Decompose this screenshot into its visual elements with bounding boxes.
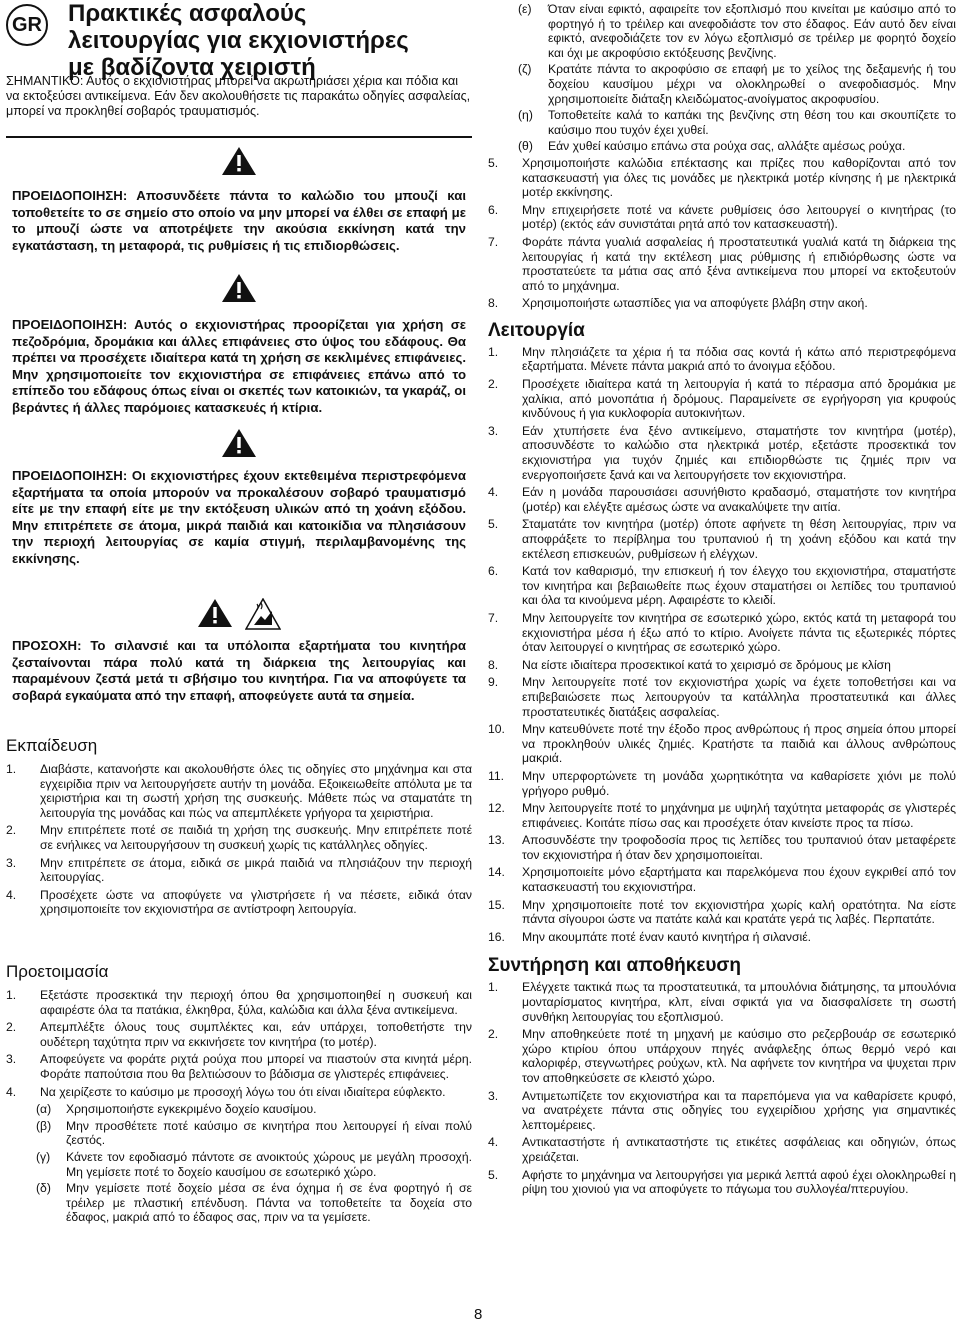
item-text: Κατά τον καθαρισμό, την επισκευή ή τον έλεγχο του εκχιονιστήρα, σταματήστε τον κινητήρα και βεβαιωθείτε πως έχουν σταματήσει οι λεπίδες του τρυπανιού και όλα τα κινούμενα μέρη. Αφαιρέστε το κλειδί. bbox=[522, 564, 956, 608]
list-item bbox=[488, 296, 956, 311]
item-text: Αντικαταστήστε ή αντικαταστήστε τις ετικέτες ασφάλειας και οδηγιών, όπως χρειάζεται. bbox=[522, 1135, 956, 1164]
list-item bbox=[488, 675, 956, 719]
item-number: 4. bbox=[488, 485, 499, 500]
operation-heading: Λειτουργία bbox=[488, 319, 585, 341]
item-text: Χρησιμοποιήστε καλώδια επέκτασης και πρίζες που καθορίζονται από τον κατασκευαστή για όλες τις μονάδες με ηλεκτρικά μοτέρ κίνησης ή με ηλεκτρικά μοτέρ εκκίνησης. bbox=[522, 155, 956, 200]
item-text: Μην λειτουργείτε τον κινητήρα σε εσωτερικό χώρο, εκτός κατά τη μεταφορά του εκχιονιστήρα μέσα ή έξω από το κτίριο. Ανοίγετε πάντα τις εξωτερικές πόρτες όταν λειτουργεί ο κινητήρας σε εσωτερικό χώρο. bbox=[522, 610, 956, 655]
list-item bbox=[6, 988, 472, 1017]
item-number: (γ) bbox=[36, 1149, 51, 1164]
item-text: Προσέχετε ιδιαίτερα κατά τη λειτουργία ή κατά το πέρασμα από δρομάκια με χαλίκια, από μονοπάτια ή δρόμους. Παραμείνετε σε εγρήγορση για κρυφούς κινδύνους ή για κυκλοφορία αυτοκινήτων. bbox=[522, 377, 956, 421]
item-text: Εάν η μονάδα παρουσιάσει ασυνήθιστο κραδασμό, σταματήστε τον κινητήρα (μοτέρ) και ελέγξτε αμέσως ώστε να ανακαλύψετε την αιτία. bbox=[522, 485, 956, 514]
item-text: Μην επιτρέπετε ποτέ σε παιδιά τη χρήση της συσκευής. Μην επιτρέπετε ποτέ σε ενήλικες να λειτουργήσουν τη συσκευή χωρίς τις κατάλληλες οδηγίες. bbox=[40, 823, 472, 852]
item-text: Φοράτε πάντα γυαλιά ασφαλείας ή προστατευτικά γυαλιά κατά τη διάρκεια της λειτουργίας ή κατά την εκτέλεση μιας ρύθμισης ή επιδιόρθωσης ώστε να προστατεύετε τα μάτια σας από ξένα αντικείμενα που μπορεί να εκτοξευτούν από το μηχάνημα. bbox=[522, 234, 956, 293]
list-item bbox=[488, 833, 956, 862]
item-text: Εάν χτυπήσετε ένα ξένο αντικείμενο, σταματήστε τον κινητήρα (μοτέρ), αποσυνδέστε το καλώδιο στα ηλεκτρικά μοτέρ, εξετάστε προσεκτικά τον εκχιονιστήρα για τυχόν ζημιές και επιδιορθώστε τις ζημιές πριν να ενεργοποιήσετε ξανά και να λειτουργήσετε τον εκχιονιστήρα. bbox=[522, 423, 956, 482]
item-text: Ελέγχετε τακτικά πως τα προστατευτικά, τα μπουλόνια διάτμησης, τα μπουλόνια μονταρίσματος κινητήρα, κλπ, είναι σφικτά για να διασφαλίσετε τη σωστή συνθήκη λειτουργίας του εξοπλισμού. bbox=[522, 980, 956, 1024]
list-item bbox=[488, 156, 956, 200]
training-section bbox=[6, 736, 472, 920]
language-badge: GR bbox=[6, 4, 48, 46]
list-item bbox=[488, 658, 956, 673]
list-item bbox=[6, 1119, 472, 1148]
item-number: 14. bbox=[488, 865, 505, 880]
item-text: Μην προσθέτετε ποτέ καύσιμο σε κινητήρα που λειτουργεί ή είναι πολύ ζεστός. bbox=[66, 1118, 472, 1148]
list-item bbox=[488, 108, 956, 137]
item-text: Αποσυνδέστε την τροφοδοσία προς τις λεπίδες του τρυπανιού όταν μεταφέρετε τον εκχιονιστήρα ή όταν δεν χρησιμοποιείται. bbox=[522, 833, 956, 862]
item-number: 5. bbox=[488, 1167, 499, 1182]
item-number: 5. bbox=[488, 155, 499, 170]
list-item bbox=[6, 1085, 472, 1100]
item-number: 9. bbox=[488, 675, 499, 690]
list-item bbox=[6, 856, 472, 885]
list-item bbox=[488, 898, 956, 927]
item-number: 6. bbox=[488, 202, 499, 217]
item-number: 3. bbox=[488, 1088, 499, 1103]
item-text: Μην επιχειρήσετε ποτέ να κάνετε ρυθμίσεις όσο λειτουργεί ο κινητήρας (το μοτέρ) (εκτός εάν συνιστάται ρητά από τον κατασκευαστή). bbox=[522, 202, 956, 232]
item-number: 7. bbox=[488, 610, 499, 625]
item-text: Μην λειτουργείτε ποτέ το μηχάνημα με υψηλή ταχύτητα μεταφοράς σε γλιστερές επιφάνειες. Κοιτάτε πίσω σας και προσέχετε όταν κινείστε προς τα πίσω. bbox=[522, 801, 956, 830]
intro-important: ΣΗΜΑΝΤΙΚΟ: Αυτός ο εκχιονιστήρας μπορεί να ακρωτηριάσει χέρια και πόδια και να εκτοξεύσει αντικείμενα. Εάν δεν ακολουθήσετε τις παρακάτω οδηγίες ασφαλείας, μπορεί να προκληθεί σοβαρός τραυματισμός. bbox=[6, 74, 471, 118]
warning-block-3 bbox=[6, 420, 472, 567]
item-text: Απεμπλέξτε όλους τους συμπλέκτες και, εάν υπάρχει, τοποθετήστε την ουδέτερη ταχύτητα πριν να εκκινήσετε τον κινητήρα (το μοτέρ). bbox=[40, 1020, 472, 1049]
item-number: 3. bbox=[6, 1052, 17, 1067]
preparation-list-cont bbox=[488, 156, 956, 311]
item-number: 11. bbox=[488, 768, 505, 783]
list-item bbox=[488, 2, 956, 60]
warning-text-1: ΠΡΟΕΙΔΟΠΟΙΗΣΗ: Αποσυνδέετε πάντα το καλώδιο του μπουζί και τοποθετείτε το σε σημείο στο οποίο να μην μπορεί να έλθει σε επαφή με το μπουζί ώστε να αποτρέψετε την ακούσια εκκίνηση κατά την εγκατάσταση, τη μεταφορά, τις ρυθμίσεις ή τις επιδιορθώσεις. bbox=[12, 188, 466, 253]
item-number: 2. bbox=[488, 377, 499, 392]
list-item bbox=[488, 485, 956, 514]
item-number: 1. bbox=[488, 344, 499, 359]
item-number: 2. bbox=[6, 823, 17, 838]
list-item bbox=[6, 888, 472, 917]
preparation-list bbox=[6, 988, 472, 1099]
list-item bbox=[488, 930, 956, 945]
list-item bbox=[6, 1052, 472, 1081]
item-text: Μην χρησιμοποιείτε ποτέ τον εκχιονιστήρα χωρίς καλή ορατότητα. Να είστε πάντα σίγουροι ώστε να πατάτε καλά και κρατάτε γερά τις λαβές. Περπατάτε. bbox=[522, 897, 956, 927]
item-number: 6. bbox=[488, 564, 499, 579]
list-item bbox=[488, 345, 956, 374]
item-number: 13. bbox=[488, 833, 505, 848]
list-item bbox=[488, 203, 956, 232]
item-text: Όταν είναι εφικτό, αφαιρείτε τον εξοπλισμό που κινείται με καύσιμο από το φορτηγό ή το τρέιλερ και ανεφοδιάστε τον στο έδαφος. Εάν αυτό δεν είναι εφικτό, ανεφοδιάζετε τον εν λόγω εξοπλισμό σε τρέιλερ με φορητό δοχείο και όχι με ακροφύσιο εκτόξευσης βενζίνης. bbox=[548, 2, 956, 60]
item-text: Εάν χυθεί καύσιμο επάνω στα ρούχα σας, αλλάξτε αμέσως ρούχα. bbox=[548, 139, 906, 154]
item-text: Μην λειτουργείτε ποτέ τον εκχιονιστήρα χωρίς να έχετε τοποθετήσει και να επιβεβαιώσετε πως λειτουργούν τα κατάλληλα προστατευτικά και άλλες προστατευτικές διατάξεις ασφαλείας. bbox=[522, 675, 956, 719]
warning-triangle-icon bbox=[221, 146, 257, 176]
item-text: Σταματάτε τον κινητήρα (μοτέρ) όποτε αφήνετε τη θέση λειτουργίας, πριν να αποφράξετε το περίβλημα του τρυπανιού ή τη χοάνη εξόδου και κατά την εκτέλεση επισκευών, ρυθμίσεων ή ελέγχων. bbox=[522, 517, 956, 561]
item-number: 3. bbox=[488, 423, 499, 438]
warning-text-3: ΠΡΟΕΙΔΟΠΟΙΗΣΗ: Οι εκχιονιστήρες έχουν εκτεθειμένα περιστρεφόμενα εξαρτήματα τα οποία μπορούν να προκαλέσουν σοβαρό τραυματισμό είτε με την επαφή είτε με την εκτόξευση υλικών από τη χοάνη εξόδου. Μην επιτρέπετε σε άτομα, μικρά παιδιά και κατοικίδια να πλησιάσουν την περιοχή λειτουργίας σε καμία στιγμή, περιλαμβανομένης της εκκίνησης. bbox=[12, 468, 466, 566]
caution-text: ΠΡΟΣΟΧΗ: Το σιλανσιέ και τα υπόλοιπα εξαρτήματα του κινητήρα ζεσταίνονται πάρα πολύ κατά τη διάρκεια της λειτουργίας και παραμένουν ζεστά μετά τι σβήσιμο του κινητήρα. Για να αποφύγετε τα σοβαρά εγκαύματα από την επαφή, αποφεύγετε αυτά τα σημεία. bbox=[12, 638, 466, 703]
fuel-sublist bbox=[488, 2, 956, 154]
item-text: Μην γεμίσετε ποτέ δοχείο μέσα σε ένα όχημα ή σε ένα φορτηγό ή σε τρέιλερ με πλαστική επένδυση. Πάντα να τοποθετείτε τα δοχεία στο έδαφος, μακριά από το έδαφος σας, πριν να τα γεμίσετε. bbox=[66, 1181, 472, 1225]
item-number: 7. bbox=[488, 234, 499, 249]
item-text: Κρατάτε πάντα το ακροφύσιο σε επαφή με το χείλος της δεξαμενής ή του δοχείου καυσίμου μέχρι να ολοκληρωθεί ο ανεφοδιασμός. Μην χρησιμοποιείτε διάταξη κλειδώματος-ανοίγματος ακροφυσίου. bbox=[548, 62, 956, 106]
item-number: 8. bbox=[488, 657, 499, 672]
hot-surface-icon bbox=[245, 598, 281, 630]
warning-block-2 bbox=[6, 265, 472, 416]
right-column bbox=[488, 0, 956, 1200]
preparation-section bbox=[6, 962, 472, 1227]
list-item bbox=[488, 611, 956, 655]
item-number: (δ) bbox=[36, 1181, 51, 1196]
list-item bbox=[6, 1181, 472, 1225]
list-item bbox=[488, 980, 956, 1024]
page-title: Πρακτικές ασφαλούς λειτουργίας για εκχιονιστήρες με βαδίζοντα χειριστή bbox=[68, 0, 409, 81]
list-item bbox=[488, 1027, 956, 1085]
item-number: (θ) bbox=[518, 139, 533, 154]
item-text: Χρησιμοποιήστε ωτασπίδες για να αποφύγετε βλάβη στην ακοή. bbox=[522, 296, 868, 311]
item-text: Χρησιμοποιήστε εγκεκριμένο δοχείο καυσίμου. bbox=[66, 1102, 317, 1117]
item-text: Τοποθετείτε καλά το καπάκι της βενζίνης στη θέση του και σκουπίζετε το καύσιμο που τυχόν έχει χυθεί. bbox=[548, 108, 956, 137]
preparation-sublist bbox=[6, 1102, 472, 1225]
list-item bbox=[488, 1168, 956, 1197]
item-number: 4. bbox=[488, 1135, 499, 1150]
caution-block bbox=[6, 594, 472, 704]
item-number: 8. bbox=[488, 296, 499, 311]
item-text: Χρησιμοποιείτε μόνο εξαρτήματα και παρελκόμενα που έχουν εγκριθεί από τον κατασκευαστή του εκχιονιστήρα. bbox=[522, 865, 956, 895]
item-number: 4. bbox=[6, 887, 17, 902]
warning-triangle-icon bbox=[221, 428, 257, 458]
item-number: 2. bbox=[6, 1020, 17, 1035]
item-text: Διαβάστε, κατανοήστε και ακολουθήστε όλες τις οδηγίες στο μηχάνημα και στα εγχειρίδια πριν να λειτουργήσετε αυτήν τη μονάδα. Εξοικειωθείτε απόλυτα με τα χειριστήρια και τη σωστή χρήση της συσκευής. Μάθετε πώς να σταματάτε τη λειτουργία της μονάδας και πώς να απεμπλέκετε γρήγορα τα χειριστήρια. bbox=[40, 762, 472, 820]
item-text: Μην αποθηκεύετε ποτέ τη μηχανή με καύσιμο στο ρεζερβουάρ σε εσωτερικό χώρο κτιρίου όπου υπάρχουν πηγές ανάφλεξης όπως θερμό νερό και καλοριφέρ, στεγνωτήρες ρούχων, κτλ. Να αφήνετε τον κινητήρα να ψυχεται πριν τον αποθηκεύσετε σε κλειστό χώρο. bbox=[522, 1027, 956, 1085]
item-text: Να χειρίζεστε το καύσιμο με προσοχή λόγω του ότι είναι ιδιαίτερα εύφλεκτο. bbox=[40, 1084, 446, 1099]
warning-triangle-icon bbox=[197, 598, 233, 628]
warning-text-2: ΠΡΟΕΙΔΟΠΟΙΗΣΗ: Αυτός ο εκχιονιστήρας προορίζεται για χρήση σε πεζοδρόμια, δρομάκια και άλλες επιφάνειες στο ύψος του εδάφους. Θα πρέπει να προσέχετε ιδιαίτερα κατά τη χρήση σε κεκλιμένες επιφάνειες. Μην χρησιμοποιείτε τον εκχιονιστήρα σε επιφάνειες επάνω από το επίπεδο του εδάφους όπως είναι οι σκεπές των κατοικιών, τα γκαράζ, οι βεράντες ή άλλες παρόμοιες κατασκευές ή κτίρια. bbox=[12, 317, 466, 415]
item-number: 10. bbox=[488, 722, 505, 737]
item-number: 1. bbox=[6, 988, 17, 1002]
item-number: (α) bbox=[36, 1102, 52, 1117]
item-number: 4. bbox=[6, 1084, 17, 1099]
list-item bbox=[488, 62, 956, 106]
item-text: Μην επιτρέπετε σε άτομα, ειδικά σε μικρά παιδιά να πλησιάζουν την περιοχή λειτουργίας. bbox=[40, 855, 472, 885]
list-item bbox=[488, 801, 956, 830]
item-number: (β) bbox=[36, 1118, 52, 1133]
list-item bbox=[488, 1135, 956, 1164]
item-number: (ε) bbox=[518, 2, 532, 16]
list-item bbox=[6, 762, 472, 820]
item-text: Κάνετε τον εφοδιασμό πάντοτε σε ανοικτούς χώρους με μεγάλη προσοχή. Μη γεμίσετε ποτέ το δοχείο καυσίμου σε εσωτερικό χώρο. bbox=[66, 1149, 472, 1179]
list-item bbox=[488, 722, 956, 766]
list-item bbox=[488, 424, 956, 482]
list-item bbox=[6, 823, 472, 852]
item-number: (η) bbox=[518, 108, 533, 123]
item-text: Μην κατευθύνετε ποτέ την έξοδο προς ανθρώπους ή προς σημεία όπου μπορεί να προκληθούν υλικές ζημιές. Κρατήστε τα παιδιά και άλλους ανθρώπους μακριά. bbox=[522, 722, 956, 766]
item-number: 16. bbox=[488, 929, 505, 944]
item-text: Εξετάστε προσεκτικά την περιοχή όπου θα χρησιμοποιηθεί η συσκευή και αφαιρέστε όλα τα πατάκια, έλκηθρα, ξύλα, καλώδια και άλλα ξένα αντικείμενα. bbox=[40, 988, 472, 1017]
training-heading: Εκπαίδευση bbox=[6, 736, 98, 755]
item-text: Μην ακουμπάτε ποτέ έναν καυτό κινητήρα ή σιλανσιέ. bbox=[522, 929, 812, 944]
operation-list bbox=[488, 345, 956, 945]
item-number: 12. bbox=[488, 801, 505, 816]
item-number: 15. bbox=[488, 897, 505, 912]
list-item bbox=[6, 1102, 472, 1117]
item-text: Αφήστε το μηχάνημα να λειτουργήσει για μερικά λεπτά αφού έχει ολοκληρωθεί η ρίψη του χιονιού για να αποφύγετε το πάγωμα του συλλογέα/πτερυγίου. bbox=[522, 1167, 956, 1197]
list-item bbox=[488, 377, 956, 421]
item-text: Αντιμετωπίζετε τον εκχιονιστήρα και τα παρεπόμενα για να καθαρίσετε κρυφό, να ανατρέχετε πάντα στις οδηγίες του εγχειρίδιου χρήσης για σημαντικές λεπτομέρειες. bbox=[522, 1088, 956, 1132]
item-number: 1. bbox=[6, 762, 17, 776]
maintenance-list bbox=[488, 980, 956, 1196]
warning-triangle-icon bbox=[221, 273, 257, 303]
item-number: 3. bbox=[6, 855, 17, 870]
item-number: 5. bbox=[488, 517, 499, 532]
warning-block-1 bbox=[6, 136, 472, 254]
list-item bbox=[488, 865, 956, 894]
item-number: 1. bbox=[488, 980, 499, 995]
item-number: 2. bbox=[488, 1027, 499, 1042]
item-text: Μην υπερφορτώνετε τη μονάδα χωρητικότητα να καθαρίσετε χιόνι με πολύ γρήγορο ρυθμό. bbox=[522, 768, 956, 798]
list-item bbox=[488, 564, 956, 608]
training-list bbox=[6, 762, 472, 917]
page-number: 8 bbox=[474, 1306, 483, 1323]
maintenance-heading: Συντήρηση και αποθήκευση bbox=[488, 955, 742, 977]
list-item bbox=[488, 139, 956, 154]
list-item bbox=[6, 1020, 472, 1049]
list-item bbox=[488, 235, 956, 293]
preparation-heading: Προετοιμασία bbox=[6, 962, 109, 981]
list-item bbox=[488, 769, 956, 798]
item-text: Προσέχετε ώστε να αποφύγετε να γλιστρήσετε ή να πέσετε, ειδικά όταν χρησιμοποιείτε τον εκχιονιστήρα σε αντίστροφη λειτουργία. bbox=[40, 887, 472, 917]
item-number: (ζ) bbox=[518, 62, 532, 77]
list-item bbox=[488, 517, 956, 561]
item-text: Αποφεύγετε να φοράτε ριχτά ρούχα που μπορεί να πιαστούν στα κινητά μέρη. Φοράτε παπούτσια που θα βελτιώσουν το βάδισμα σε γλιστερές επιφάνειες. bbox=[40, 1052, 472, 1081]
item-text: Μην πλησιάζετε τα χέρια ή τα πόδια σας κοντά ή κάτω από περιστρεφόμενα εξαρτήματα. Μένετε πάντα μακριά από το άνοιγμα εξόδου. bbox=[522, 344, 956, 374]
item-text: Να είστε ιδιαίτερα προσεκτικοί κατά το χειρισμό σε δρόμους με κλίση bbox=[522, 657, 891, 672]
list-item bbox=[6, 1150, 472, 1179]
list-item bbox=[488, 1089, 956, 1133]
